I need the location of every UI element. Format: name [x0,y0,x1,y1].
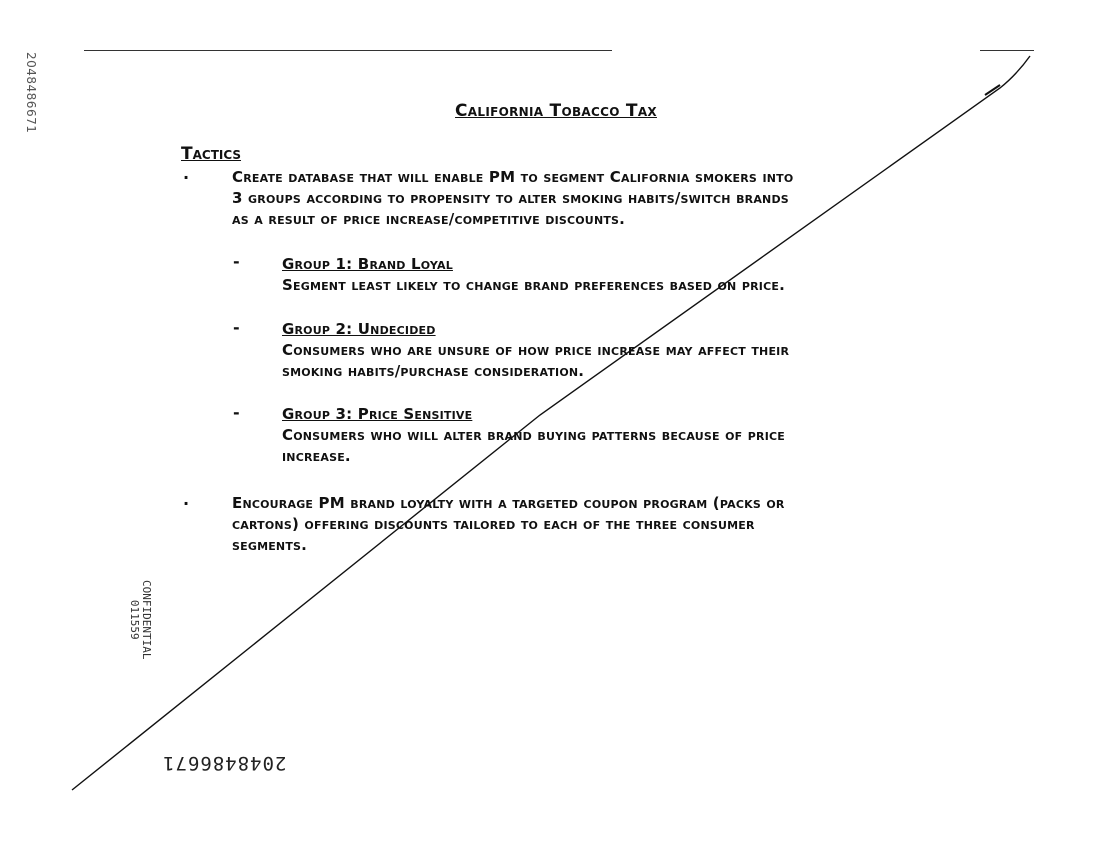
tactics-heading: Tactics [181,144,242,164]
side-bates-stamp: 2048486671 [24,52,38,134]
confidential-number: 011559 [128,599,141,640]
dash-marker: - [233,318,240,337]
document-title: California Tobacco Tax [455,101,657,121]
strike-path [72,56,1030,790]
dash-marker: - [233,252,240,271]
group-2-title: Group 2: Undecided [282,320,436,338]
text-line: Segment least likely to change brand preferences based on price. [282,276,785,294]
text-line: cartons) offering discounts tailored to each of the three consumer [232,515,755,533]
text-line: increase. [282,447,351,465]
text-line: Consumers who are unsure of how price increase may affect their [282,341,790,359]
dash-marker: - [233,403,240,422]
text-line: Encourage PM brand loyalty with a targeted coupon program (packs or [232,494,785,512]
confidential-label: CONFIDENTIAL [140,580,153,660]
text-line: smoking habits/purchase consideration. [282,362,585,380]
text-line: segments. [232,536,308,554]
group-3-title: Group 3: Price Sensitive [282,405,473,423]
batch-number: 2048486671 [162,752,287,774]
bullet-marker: . [183,164,190,183]
text-line: Consumers who will alter brand buying patterns because of price [282,426,785,444]
text-line: as a result of price increase/competitive discounts. [232,210,626,228]
group-1-title: Group 1: Brand Loyal [282,255,453,273]
text-line: Create database that will enable PM to segment California smokers into [232,168,794,186]
bullet-marker: . [183,490,190,509]
text-line: 3 groups according to propensity to alter smoking habits/switch brands [232,189,789,207]
